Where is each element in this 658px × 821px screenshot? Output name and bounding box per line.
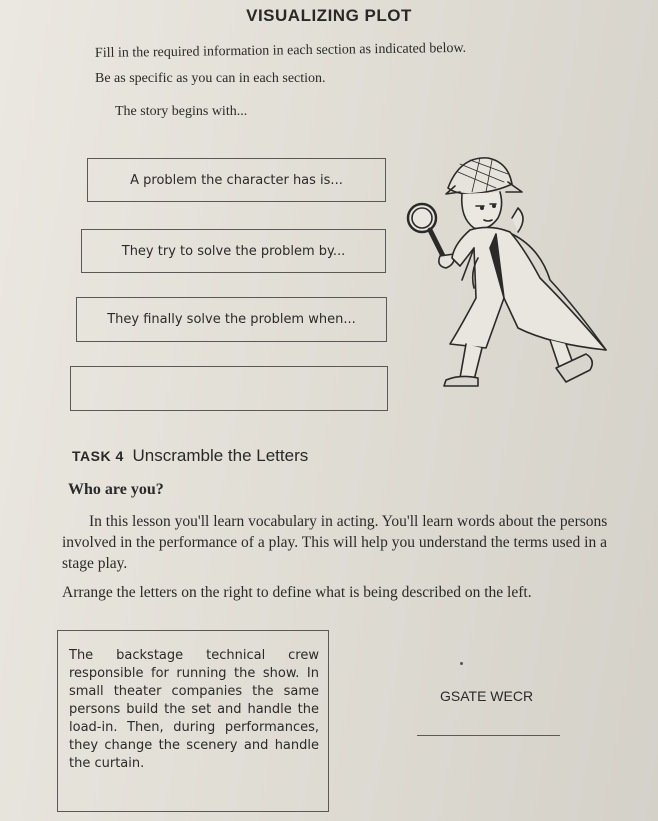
- definition-text: The backstage technical crew responsible for running the show. In small theater companies the same persons build the set and handle the load-in. Then, during performances, they change the scenery and handle the curtain.: [69, 648, 319, 771]
- task-name: Unscramble the Letters: [132, 446, 309, 465]
- task-heading: [72, 446, 308, 466]
- plot-box-solve[interactable]: [76, 297, 387, 342]
- pen-mark: [460, 662, 463, 665]
- page-title: VISUALIZING PLOT: [246, 6, 412, 25]
- task-subheading: Who are you?: [68, 481, 164, 498]
- plot-box-problem-label: A problem the character has is...: [130, 172, 343, 188]
- scrambled-letters: GSATE WECR: [440, 688, 534, 704]
- task-arrange-instruction: Arrange the letters on the right to define what is being described on the left.: [62, 584, 532, 601]
- story-begins-text: The story begins with...: [115, 104, 248, 119]
- instruction-line-1: Fill in the required information in each section as indicated below.: [94, 40, 467, 61]
- plot-box-ending[interactable]: [70, 366, 388, 411]
- task-tag: TASK 4: [72, 448, 124, 464]
- plot-box-try-solve[interactable]: [81, 229, 386, 273]
- plot-box-solve-label: They finally solve the problem when...: [107, 312, 356, 327]
- plot-box-problem[interactable]: [87, 158, 386, 202]
- task-paragraph: In this lesson you'll learn vocabulary in acting. You'll learn words about the persons involved in the performance of a play. This will help you understand the terms used in a stage play.: [62, 513, 608, 572]
- plot-box-try-solve-label: They try to solve the problem by...: [121, 243, 346, 259]
- detective-illustration: [400, 148, 615, 398]
- answer-blank[interactable]: [417, 735, 560, 736]
- instruction-line-2: Be as specific as you can in each section.: [95, 71, 326, 86]
